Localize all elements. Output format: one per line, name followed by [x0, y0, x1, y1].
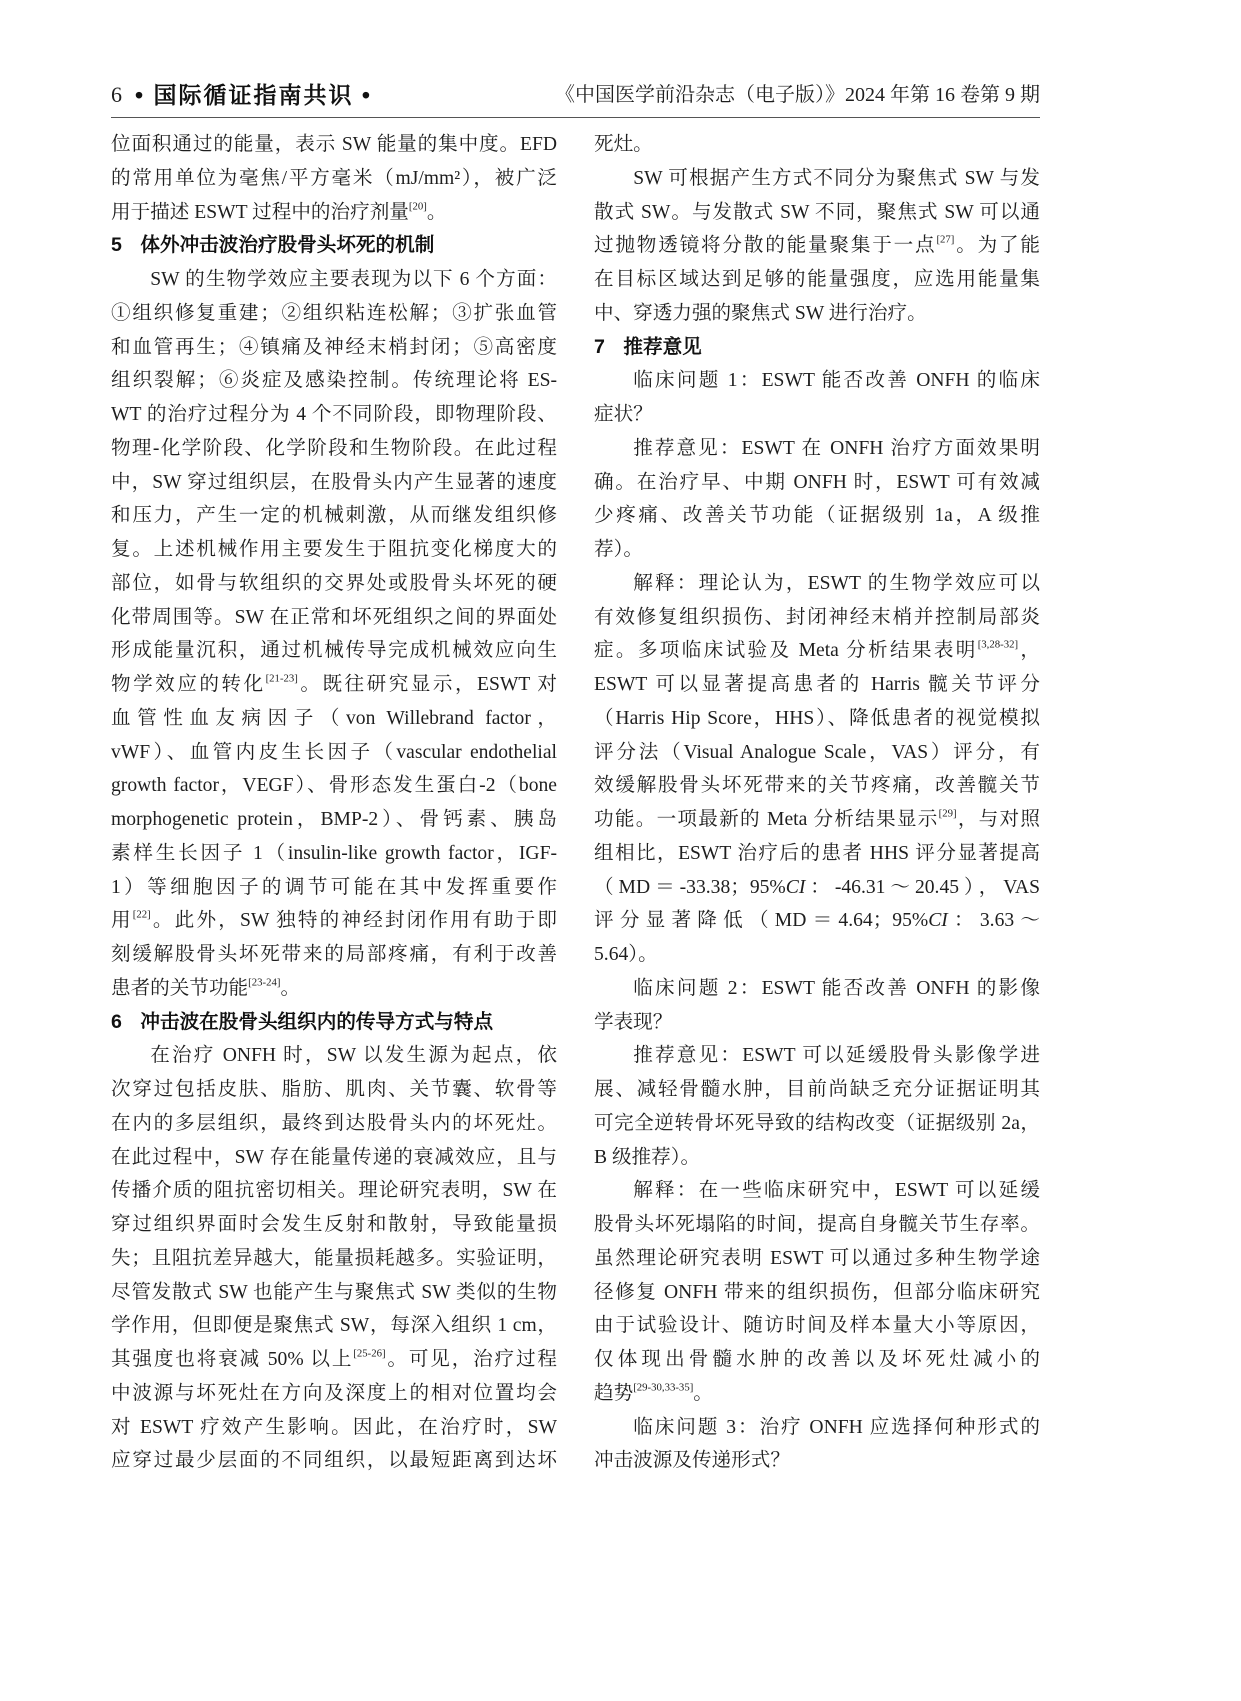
text-line: [111, 904, 557, 938]
paragraph: [594, 162, 1040, 331]
text-run: 效缓解股骨头坏死带来的关节疼痛，改善髋关节: [594, 775, 1040, 797]
text-line: [111, 1141, 557, 1175]
header-rule: [111, 117, 1040, 118]
text-line: [594, 533, 1040, 567]
paragraph: [594, 1174, 1040, 1410]
text-line: [594, 1107, 1040, 1141]
text-line: [111, 972, 557, 1006]
text-line: [594, 837, 1040, 871]
text-line: [111, 196, 557, 230]
paragraph: [594, 432, 1040, 567]
text-line: [111, 1174, 557, 1208]
text-run: 。此外，SW 独特的神经封闭作用有助于即: [150, 910, 558, 932]
text-run: 解释：在一些临床研究中，ESWT 可以延缓: [633, 1180, 1040, 1202]
text-run: 的常用单位为毫焦/平方毫米（mJ/mm²），被广泛: [111, 167, 557, 189]
citation-superscript: [25-26]: [353, 1347, 386, 1360]
text-run: 失；且阻抗差异越大，能量损耗越多。实验证明，: [111, 1247, 557, 1269]
citation-superscript: [20]: [408, 199, 427, 212]
text-line: [111, 364, 557, 398]
text-line: [111, 567, 557, 601]
text-run: 中，SW 穿过组织层，在股骨头内产生显著的速度: [111, 471, 557, 493]
text-run: 。: [280, 977, 301, 999]
section-heading: [594, 331, 1040, 365]
text-run: 虽然理论研究表明 ESWT 可以通过多种生物学途: [594, 1247, 1040, 1269]
text-run: （MD＝-33.38；95%: [594, 876, 786, 898]
text-run: 次穿过包括皮肤、脂肪、肌肉、关节囊、软骨等: [111, 1079, 557, 1100]
text-run: 临床问题 1：ESWT 能否改善 ONFH 的临床: [633, 370, 1040, 392]
text-line: [111, 162, 557, 196]
citation-superscript: [21-23]: [265, 672, 298, 685]
text-line: [111, 1343, 557, 1377]
text-run: 位面积通过的能量，表示 SW 能量的集中度。EFD: [111, 134, 557, 155]
text-run: 临床问题 3：治疗 ONFH 应选择何种形式的: [633, 1416, 1040, 1438]
text-line: [111, 1276, 557, 1310]
text-run: 血管性血友病因子（von Willebrand factor，: [111, 707, 557, 729]
text-line: [594, 803, 1040, 837]
page-number: 6: [111, 82, 122, 107]
section-title: 推荐意见: [623, 335, 702, 358]
text-run: 在此过程中，SW 存在能量传递的衰减效应，且与: [111, 1146, 557, 1168]
text-line: [594, 871, 1040, 905]
text-run: 展、减轻骨髓水肿，目前尚缺乏充分证据证明其: [594, 1079, 1040, 1100]
text-run: 中波源与坏死灶在方向及深度上的相对位置均会: [111, 1382, 557, 1404]
text-run: 临床问题 2：ESWT 能否改善 ONFH 的影像: [633, 977, 1040, 999]
section-number: 5: [111, 234, 122, 257]
text-run: 学表现？: [594, 1011, 673, 1033]
text-run: 症。多项临床试验及 Meta 分析结果表明: [594, 640, 978, 662]
text-run: ：-46.31～20.45），VAS: [805, 876, 1040, 898]
text-run: 应穿过最少层面的不同组织，以最短距离到达坏: [111, 1450, 557, 1472]
paragraph: [594, 128, 1040, 162]
text-run: 散式 SW。与发散式 SW 不同，聚焦式 SW 可以通: [594, 201, 1040, 223]
text-line: [594, 1141, 1040, 1175]
section-title: 冲击波在股骨头组织内的传导方式与特点: [140, 1010, 494, 1033]
text-line: [111, 1444, 557, 1478]
paragraph: [594, 1411, 1040, 1479]
text-run: growth factor，VEGF）、骨形态发生蛋白-2（bone: [111, 775, 557, 797]
text-line: [594, 499, 1040, 533]
text-run: 在治疗 ONFH 时，SW 以发生源为起点，依: [150, 1045, 557, 1067]
text-line: [594, 1377, 1040, 1411]
text-run: WT 的治疗过程分为 4 个不同阶段，即物理阶段、: [111, 404, 557, 425]
text-run: 在目标区域达到足够的能量强度，应选用能量集: [594, 269, 1040, 290]
text-run: 其强度也将衰减 50% 以上: [111, 1349, 354, 1370]
text-line: [594, 1039, 1040, 1073]
text-run: 学作用，但即便是聚焦式 SW，每深入组织 1 cm，: [111, 1315, 557, 1337]
text-run: 用: [111, 910, 133, 932]
text-line: [594, 904, 1040, 938]
text-line: [111, 803, 557, 837]
running-header: [111, 79, 1040, 111]
text-run: 和压力，产生一定的机械刺激，从而继发组织修: [111, 505, 557, 527]
text-line: [111, 128, 557, 162]
text-line: [594, 972, 1040, 1006]
text-line: [111, 1039, 557, 1073]
text-line: [111, 398, 557, 432]
text-line: [594, 432, 1040, 466]
right-column: [594, 128, 1040, 1478]
text-line: [594, 1174, 1040, 1208]
text-line: [111, 871, 557, 905]
text-run: 组织裂解；⑥炎症及感染控制。传统理论将 ES-: [111, 370, 557, 392]
text-line: [111, 668, 557, 702]
text-line: [594, 668, 1040, 702]
text-run: 刻缓解股骨头坏死带来的局部疼痛，有利于改善: [111, 944, 557, 965]
text-line: [594, 1242, 1040, 1276]
text-run: 少疼痛、改善关节功能（证据级别 1a，A 级推: [594, 505, 1040, 527]
paragraph: [594, 567, 1040, 972]
text-run: 股骨头坏死塌陷的时间，提高自身髋关节生存率。: [594, 1214, 1040, 1235]
text-run: 有效修复组织损伤、封闭神经末梢并控制局部炎: [594, 606, 1040, 628]
section-label: • 国际循证指南共识 •: [135, 82, 372, 108]
text-run: 物理-化学阶段、化学阶段和生物阶段。在此过程: [111, 437, 557, 459]
text-run: 形成能量沉积，通过机械传导完成机械效应向生: [111, 640, 557, 662]
citation-superscript: [29]: [938, 807, 957, 820]
text-line: [111, 533, 557, 567]
text-line: [594, 702, 1040, 736]
text-run: SW 可根据产生方式不同分为聚焦式 SW 与发: [633, 167, 1040, 189]
text-run: 复。上述机械作用主要发生于阻抗变化梯度大的: [111, 539, 557, 560]
text-run: ESWT 可以显著提高患者的 Harris 髋关节评分: [594, 674, 1040, 695]
italic-term: CI: [928, 910, 948, 932]
text-line: [594, 364, 1040, 398]
section-number: 7: [594, 335, 605, 358]
text-line: [594, 1411, 1040, 1445]
text-line: [594, 1343, 1040, 1377]
text-run: B 级推荐）。: [594, 1146, 701, 1168]
text-run: 素样生长因子 1（insulin-like growth factor，IGF-: [111, 842, 557, 864]
text-line: [594, 1444, 1040, 1478]
text-run: 。可见，治疗过程: [385, 1349, 558, 1370]
text-run: 推荐意见：ESWT 可以延缓股骨头影像学进: [633, 1045, 1040, 1067]
text-line: [111, 736, 557, 770]
text-line: [594, 1276, 1040, 1310]
text-run: 评分显著降低（MD＝4.64；95%: [594, 910, 929, 932]
text-run: 5.64）。: [594, 944, 658, 965]
text-run: 评分法（Visual Analogue Scale，VAS）评分，有: [594, 741, 1040, 763]
citation-superscript: [23-24]: [248, 976, 281, 989]
text-run: 中、穿透力强的聚焦式 SW 进行治疗。: [594, 302, 927, 324]
text-line: [111, 837, 557, 871]
text-line: [594, 1073, 1040, 1107]
text-line: [111, 1377, 557, 1411]
journal-issue: 《中国医学前沿杂志（电子版）》2024 年第 16 卷第 9 期: [555, 84, 1040, 106]
text-run: ①组织修复重建；②组织粘连松解；③扩张血管: [111, 302, 557, 324]
text-run: 由于试验设计、随访时间及样本量大小等原因，: [594, 1315, 1040, 1337]
text-run: 可完全逆转骨坏死导致的结构改变（证据级别 2a，: [594, 1112, 1040, 1134]
text-line: [111, 938, 557, 972]
text-line: [111, 1107, 557, 1141]
paragraph: [111, 1039, 557, 1478]
paragraph: [111, 128, 557, 229]
text-line: [594, 466, 1040, 500]
text-line: [111, 1073, 557, 1107]
text-run: 对 ESWT 疗效产生影响。因此，在治疗时，SW: [111, 1416, 557, 1438]
section-title: 体外冲击波治疗股骨头坏死的机制: [140, 234, 435, 257]
text-run: 。既往研究显示，ESWT 对: [297, 674, 558, 695]
text-run: 解释：理论认为，ESWT 的生物学效应可以: [633, 572, 1040, 594]
text-line: [594, 769, 1040, 803]
section-number: 6: [111, 1010, 122, 1033]
text-run: 趋势: [594, 1382, 634, 1404]
text-line: [594, 736, 1040, 770]
text-run: 功能。一项最新的 Meta 分析结果显示: [594, 809, 939, 830]
paragraph: [111, 263, 557, 1006]
text-line: [594, 196, 1040, 230]
citation-superscript: [3,28-32]: [977, 638, 1019, 651]
citation-superscript: [22]: [132, 908, 151, 921]
text-line: [111, 263, 557, 297]
text-line: [594, 128, 1040, 162]
text-line: [594, 601, 1040, 635]
text-run: （Harris Hip Score，HHS）、降低患者的视觉模拟: [594, 707, 1040, 729]
text-line: [111, 331, 557, 365]
paragraph: [594, 364, 1040, 432]
text-line: [111, 466, 557, 500]
text-run: 部位，如骨与软组织的交界处或股骨头坏死的硬: [111, 572, 557, 594]
text-run: morphogenetic protein，BMP-2）、骨钙素、胰岛: [111, 809, 557, 830]
text-line: [111, 601, 557, 635]
italic-term: CI: [785, 876, 806, 898]
text-run: 用于描述 ESWT 过程中的治疗剂量: [111, 201, 409, 223]
text-run: 过抛物透镜将分散的能量聚集于一点: [594, 235, 937, 257]
text-line: [111, 702, 557, 736]
text-run: 确。在治疗早、中期 ONFH 时，ESWT 可有效减: [594, 471, 1040, 493]
text-run: 1）等细胞因子的调节可能在其中发挥重要作: [111, 876, 557, 898]
text-line: [594, 398, 1040, 432]
citation-superscript: [27]: [936, 233, 955, 246]
text-run: ，: [1018, 640, 1040, 662]
text-line: [594, 263, 1040, 297]
text-run: 死灶。: [594, 134, 653, 155]
paragraph: [594, 1039, 1040, 1174]
text-run: 。: [426, 201, 447, 223]
text-run: 物学效应的转化: [111, 674, 266, 695]
section-heading: [111, 229, 557, 263]
text-run: 。: [693, 1382, 713, 1404]
text-line: [111, 769, 557, 803]
text-line: [111, 432, 557, 466]
text-run: 仅体现出骨髓水肿的改善以及坏死灶减小的: [594, 1349, 1040, 1370]
left-column: [111, 128, 557, 1478]
paragraph: [594, 972, 1040, 1040]
text-line: [594, 297, 1040, 331]
citation-superscript: [29-30,33-35]: [633, 1381, 694, 1394]
text-run: 化带周围等。SW 在正常和坏死组织之间的界面处: [111, 606, 557, 628]
text-line: [111, 1411, 557, 1445]
text-line: [111, 1242, 557, 1276]
text-line: [594, 1309, 1040, 1343]
text-run: 患者的关节功能: [111, 977, 249, 999]
text-run: 尽管发散式 SW 也能产生与聚焦式 SW 类似的生物: [111, 1281, 557, 1303]
text-run: vWF）、血管内皮生长因子（vascular endothelial: [111, 741, 557, 763]
text-run: 在内的多层组织，最终到达股骨头内的坏死灶。: [111, 1112, 557, 1134]
text-run: 穿过组织界面时会发生反射和散射，导致能量损: [111, 1214, 557, 1235]
text-run: 和血管再生；④镇痛及神经末梢封闭；⑤高密度: [111, 336, 557, 358]
text-line: [594, 1006, 1040, 1040]
text-line: [111, 499, 557, 533]
text-run: ，与对照: [956, 809, 1040, 830]
text-line: [594, 1208, 1040, 1242]
section-heading: [111, 1006, 557, 1040]
text-run: 推荐意见：ESWT 在 ONFH 治疗方面效果明: [633, 437, 1040, 459]
text-line: [594, 162, 1040, 196]
text-line: [594, 938, 1040, 972]
text-run: 荐）。: [594, 539, 643, 560]
text-line: [594, 567, 1040, 601]
text-line: [594, 229, 1040, 263]
text-run: ：3.63～: [947, 910, 1040, 932]
text-run: 组相比，ESWT 治疗后的患者 HHS 评分显著提高: [594, 842, 1040, 864]
text-line: [111, 1208, 557, 1242]
text-run: 传播介质的阻抗密切相关。理论研究表明，SW 在: [111, 1180, 557, 1202]
text-run: 症状？: [594, 404, 653, 425]
text-run: 径修复 ONFH 带来的组织损伤，但部分临床研究: [594, 1281, 1040, 1303]
text-line: [111, 297, 557, 331]
text-run: 。为了能: [954, 235, 1041, 257]
text-run: SW 的生物学效应主要表现为以下 6 个方面：: [150, 269, 557, 290]
text-line: [111, 1309, 557, 1343]
text-line: [594, 634, 1040, 668]
text-line: [111, 634, 557, 668]
text-run: 冲击波源及传递形式？: [594, 1450, 790, 1472]
